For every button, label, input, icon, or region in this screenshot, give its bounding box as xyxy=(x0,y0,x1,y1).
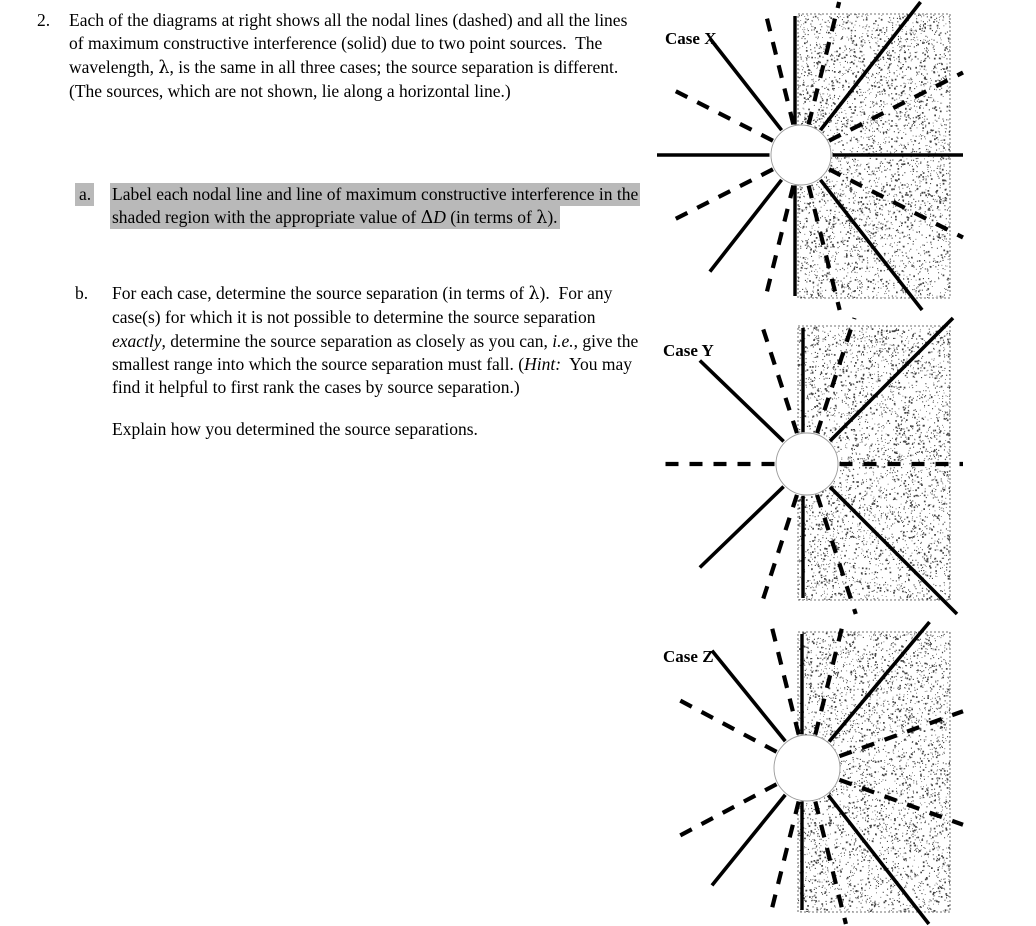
nodal-line-8 xyxy=(770,801,798,914)
nodal-line-7 xyxy=(761,495,797,606)
nodal-line-5 xyxy=(674,697,777,752)
nodal-line-10 xyxy=(765,186,793,299)
case-y-figure xyxy=(655,316,965,616)
part-a-body: Label each nodal line and line of maximum constructive interference in the shaded region with the appropriate value of ΔD (in terms of λ). xyxy=(112,184,639,229)
nodal-line-6 xyxy=(669,88,773,141)
case-x-figure xyxy=(655,0,965,312)
source-mask-circle xyxy=(774,735,840,801)
question-number: 2. xyxy=(37,10,51,30)
diagram-column xyxy=(655,0,1036,926)
part-b xyxy=(75,282,645,442)
part-b-marker: b. xyxy=(75,283,89,303)
nodal-line-3 xyxy=(761,322,797,433)
part-b-follow-up: Explain how you determined the source separations. xyxy=(112,419,478,440)
nodal-line-8 xyxy=(669,169,773,222)
constructive-line-4 xyxy=(700,361,784,442)
question-stem: Each of the diagrams at right shows all the nodal lines (dashed) and all the lines of maximum constructive interference (solid) due to two point sources. The wavelength, λ, is the same in all three cases; the source separation is different. (The sources, which are not shown, lie along a horizontal line.) xyxy=(69,10,628,101)
case-label: Case Y xyxy=(663,341,714,360)
constructive-line-7 xyxy=(712,795,785,886)
lambda-symbol: λ xyxy=(158,57,170,78)
case-z-figure xyxy=(655,620,965,926)
part-a-marker: a. xyxy=(75,183,110,206)
source-mask-circle xyxy=(771,125,831,185)
part-b-body: For each case, determine the source separation (in terms of λ). For any case(s) for which it is not possible to determine the source separation exactly, determine the source separation as closely as you can, i.e., give the smallest range into which the source separation must fall. (Hint: You may find it helpful to first rank the cases by source separation.) Explain how you determined the source separations. xyxy=(112,282,645,442)
case-z-diagram xyxy=(655,620,965,926)
case-x-diagram xyxy=(655,0,965,312)
question-2 xyxy=(37,9,637,103)
case-label: Case X xyxy=(665,29,717,48)
nodal-line-4 xyxy=(765,11,793,124)
constructive-line-4 xyxy=(712,651,785,742)
case-y-diagram xyxy=(655,316,965,616)
source-mask-circle xyxy=(776,433,838,495)
part-a xyxy=(75,183,645,231)
case-label: Case Z xyxy=(663,647,714,666)
nodal-line-6 xyxy=(674,784,777,839)
constructive-line-6 xyxy=(700,487,784,568)
nodal-line-3 xyxy=(771,622,799,735)
